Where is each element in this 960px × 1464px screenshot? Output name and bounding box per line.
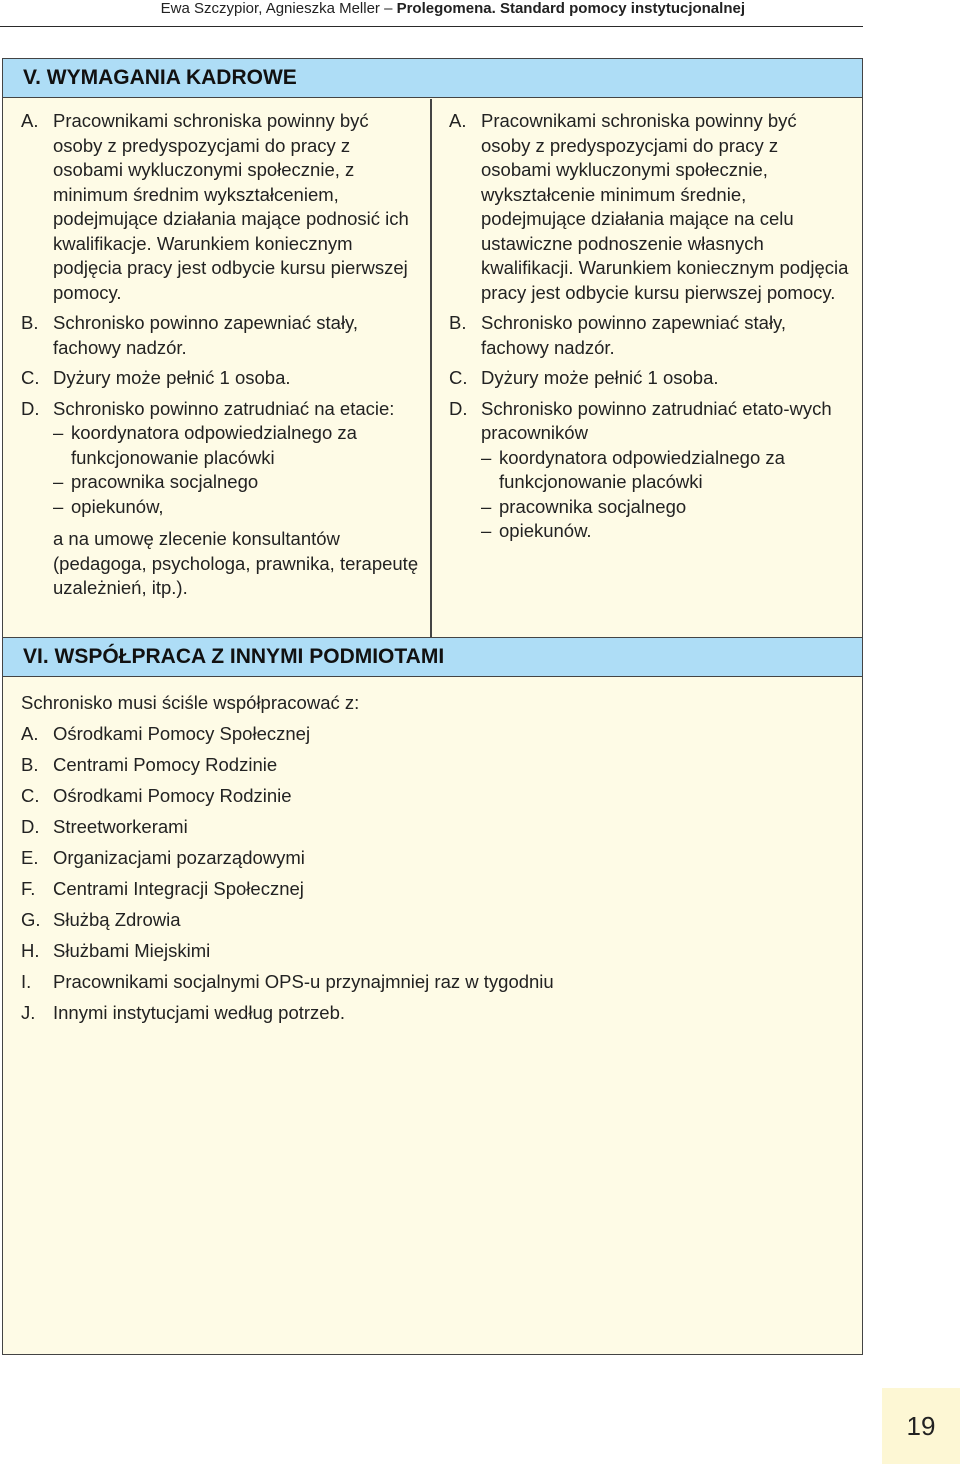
dash-marker: – xyxy=(481,495,492,517)
left-item-b xyxy=(21,311,421,360)
right-item-d xyxy=(449,397,849,544)
list-item: I. Pracownikami socjalnymi OPS-u przynajmniej raz w tygodniu xyxy=(21,966,841,997)
running-head-text xyxy=(161,0,863,18)
item-text: Pracownikami schroniska powinny być osoby z predyspozycjami do pracy z osobami wykluczonymi społecznie, wykształcenie minimum średnie, podejmujące działania mające na celu ustawiczne podnoszenie własnych kwalifikacji. Warunkiem koniecznym podjęcia pracy jest odbycie kursu pierwszej pomocy. xyxy=(481,110,849,303)
left-item-c xyxy=(21,366,421,391)
right-item-b xyxy=(449,311,849,360)
item-text: Schronisko powinno zapewniać stały, fachowy nadzór. xyxy=(53,312,359,358)
item-marker: C. xyxy=(21,367,40,388)
dash-marker: – xyxy=(481,520,492,541)
right-item-c xyxy=(449,366,849,391)
item-marker: C. xyxy=(21,785,40,806)
left-item-d xyxy=(21,397,421,601)
dash-marker: – xyxy=(53,471,64,492)
right-item-a xyxy=(449,109,849,305)
item-marker: G. xyxy=(21,909,41,930)
item-marker: A. xyxy=(21,723,39,744)
list-item: G. Służbą Zdrowia xyxy=(21,904,841,935)
left-column xyxy=(21,109,421,607)
item-marker: C. xyxy=(449,367,468,388)
cooperation-list xyxy=(21,687,841,1028)
item-text: Dyżury może pełnić 1 osoba. xyxy=(481,367,719,388)
cooperation-intro: Schronisko musi ściśle współpracować z: xyxy=(21,692,360,713)
item-marker: B. xyxy=(21,754,39,775)
item-marker: F. xyxy=(21,878,36,899)
list-item: C. Ośrodkami Pomocy Rodzinie xyxy=(21,780,841,811)
list-item: J. Innymi instytucjami według potrzeb. xyxy=(21,997,841,1028)
item-marker: A. xyxy=(449,110,467,131)
item-marker: D. xyxy=(21,397,40,419)
right-column xyxy=(449,109,849,550)
item-marker: B. xyxy=(21,312,39,333)
item-note: a na umowę zlecenie konsultantów (pedagoga, psychologa, prawnika, terapeutę uzależnień, itp.). xyxy=(53,528,419,598)
page-number: 19 xyxy=(882,1388,960,1464)
running-head-title: Prolegomena. Standard pomocy instytucjonalnej xyxy=(396,0,745,17)
section-heading-staff: V. WYMAGANIA KADROWE xyxy=(3,59,862,98)
item-marker: J. xyxy=(21,1002,36,1023)
item-text: Pracownikami schroniska powinny być osoby z predyspozycjami do pracy z osobami wykluczonymi społecznie, z minimum średnim wykształceniem, podejmujące działania mające podnosić ich kwalifikacje. Warunkiem koniecznym podjęcia pracy jest odbycie kursu pierwszej pomocy. xyxy=(53,110,409,303)
list-item: – koordynatora odpowiedzialnego za funkcjonowanie placówki xyxy=(53,422,357,468)
list-item: – opiekunów. xyxy=(481,519,849,544)
list-item: – pracownika socjalnego xyxy=(53,470,421,495)
standards-table xyxy=(2,58,863,1355)
item-marker: D. xyxy=(21,816,40,837)
item-marker: E. xyxy=(21,847,39,868)
running-head xyxy=(0,0,863,27)
running-head-authors: Ewa Szczypior, Agnieszka Meller – xyxy=(160,0,397,17)
item-text: Schronisko powinno zapewniać stały, fachowy nadzór. xyxy=(481,312,787,358)
list-item: D. Streetworkerami xyxy=(21,811,841,842)
dash-marker: – xyxy=(481,446,492,468)
item-marker: D. xyxy=(449,397,468,419)
list-item: – pracownika socjalnego xyxy=(481,495,849,520)
item-text: Schronisko powinno zatrudniać etato-wych pracowników xyxy=(481,397,832,443)
left-item-a xyxy=(21,109,421,305)
item-marker: I. xyxy=(21,971,32,992)
item-marker: A. xyxy=(21,110,39,131)
column-divider xyxy=(430,99,432,637)
item-marker: H. xyxy=(21,940,40,961)
list-item: A. Ośrodkami Pomocy Społecznej xyxy=(21,718,841,749)
section-heading-cooperation: VI. WSPÓŁPRACA Z INNYMI PODMIOTAMI xyxy=(3,637,862,677)
item-marker: B. xyxy=(449,312,467,333)
item-text: Schronisko powinno zatrudniać na etacie: xyxy=(53,397,395,419)
list-item: E. Organizacjami pozarządowymi xyxy=(21,842,841,873)
item-text: Dyżury może pełnić 1 osoba. xyxy=(53,367,291,388)
list-item: H. Służbami Miejskimi xyxy=(21,935,841,966)
dash-marker: – xyxy=(53,495,64,517)
list-item: – koordynatora odpowiedzialnego za funkcjonowanie placówki xyxy=(481,446,785,492)
list-item: B. Centrami Pomocy Rodzinie xyxy=(21,749,841,780)
list-item: – opiekunów, xyxy=(53,495,421,520)
dash-marker: – xyxy=(53,422,64,443)
list-item: F. Centrami Integracji Społecznej xyxy=(21,873,841,904)
